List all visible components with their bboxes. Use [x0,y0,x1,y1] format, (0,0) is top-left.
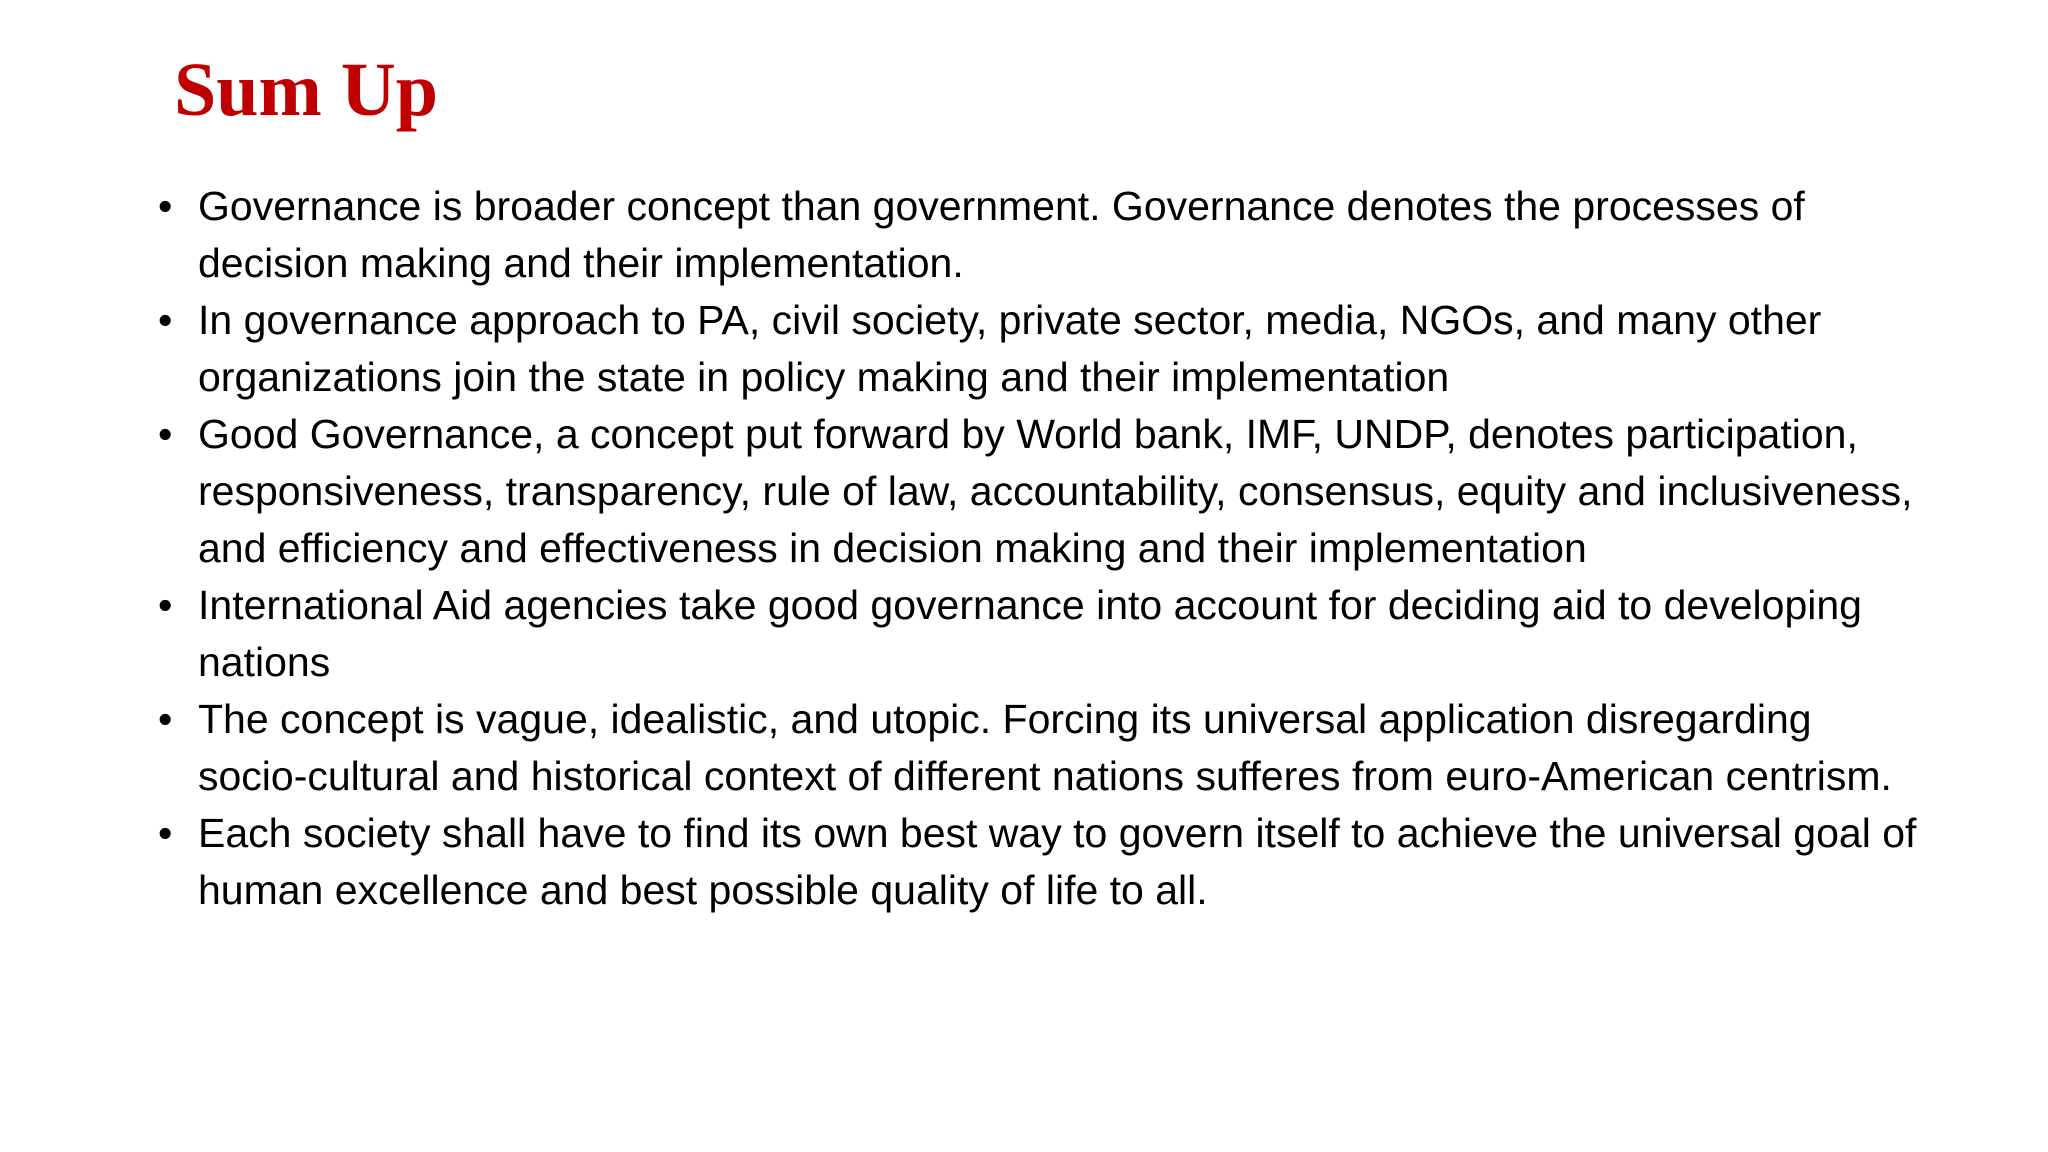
bullet-text: In governance approach to PA, civil society, private sector, media, NGOs, and many other organizations join the state in policy making and their implementation [198,297,1822,400]
bullet-icon: • [158,411,173,457]
bullet-icon: • [158,582,173,628]
bullet-icon: • [158,810,173,856]
bullet-item [158,178,1918,292]
bullet-icon: • [158,297,173,343]
bullet-text: Each society shall have to find its own best way to govern itself to achieve the universal goal of human excellence and best possible quality of life to all. [198,810,1917,913]
bullet-item [158,577,1918,691]
slide-title: Sum Up [174,48,438,132]
bullet-text: Governance is broader concept than government. Governance denotes the processes of decision making and their implementation. [198,183,1805,286]
bullet-item [158,691,1918,805]
bullet-item [158,406,1918,577]
bullet-icon: • [158,183,173,229]
bullet-text: Good Governance, a concept put forward by World bank, IMF, UNDP, denotes participation, responsiveness, transparency, rule of law, accountability, consensus, equity and inclusiveness, and efficiency and effectiveness in decision making and their implementation [198,411,1913,571]
bullet-text: International Aid agencies take good governance into account for deciding aid to developing nations [198,582,1862,685]
bullet-icon: • [158,696,173,742]
bullet-text: The concept is vague, idealistic, and utopic. Forcing its universal application disregarding socio-cultural and historical context of different nations sufferes from euro-American centrism. [198,696,1892,799]
bullet-item [158,805,1918,919]
bullet-item [158,292,1918,406]
bullet-list [158,178,1918,919]
